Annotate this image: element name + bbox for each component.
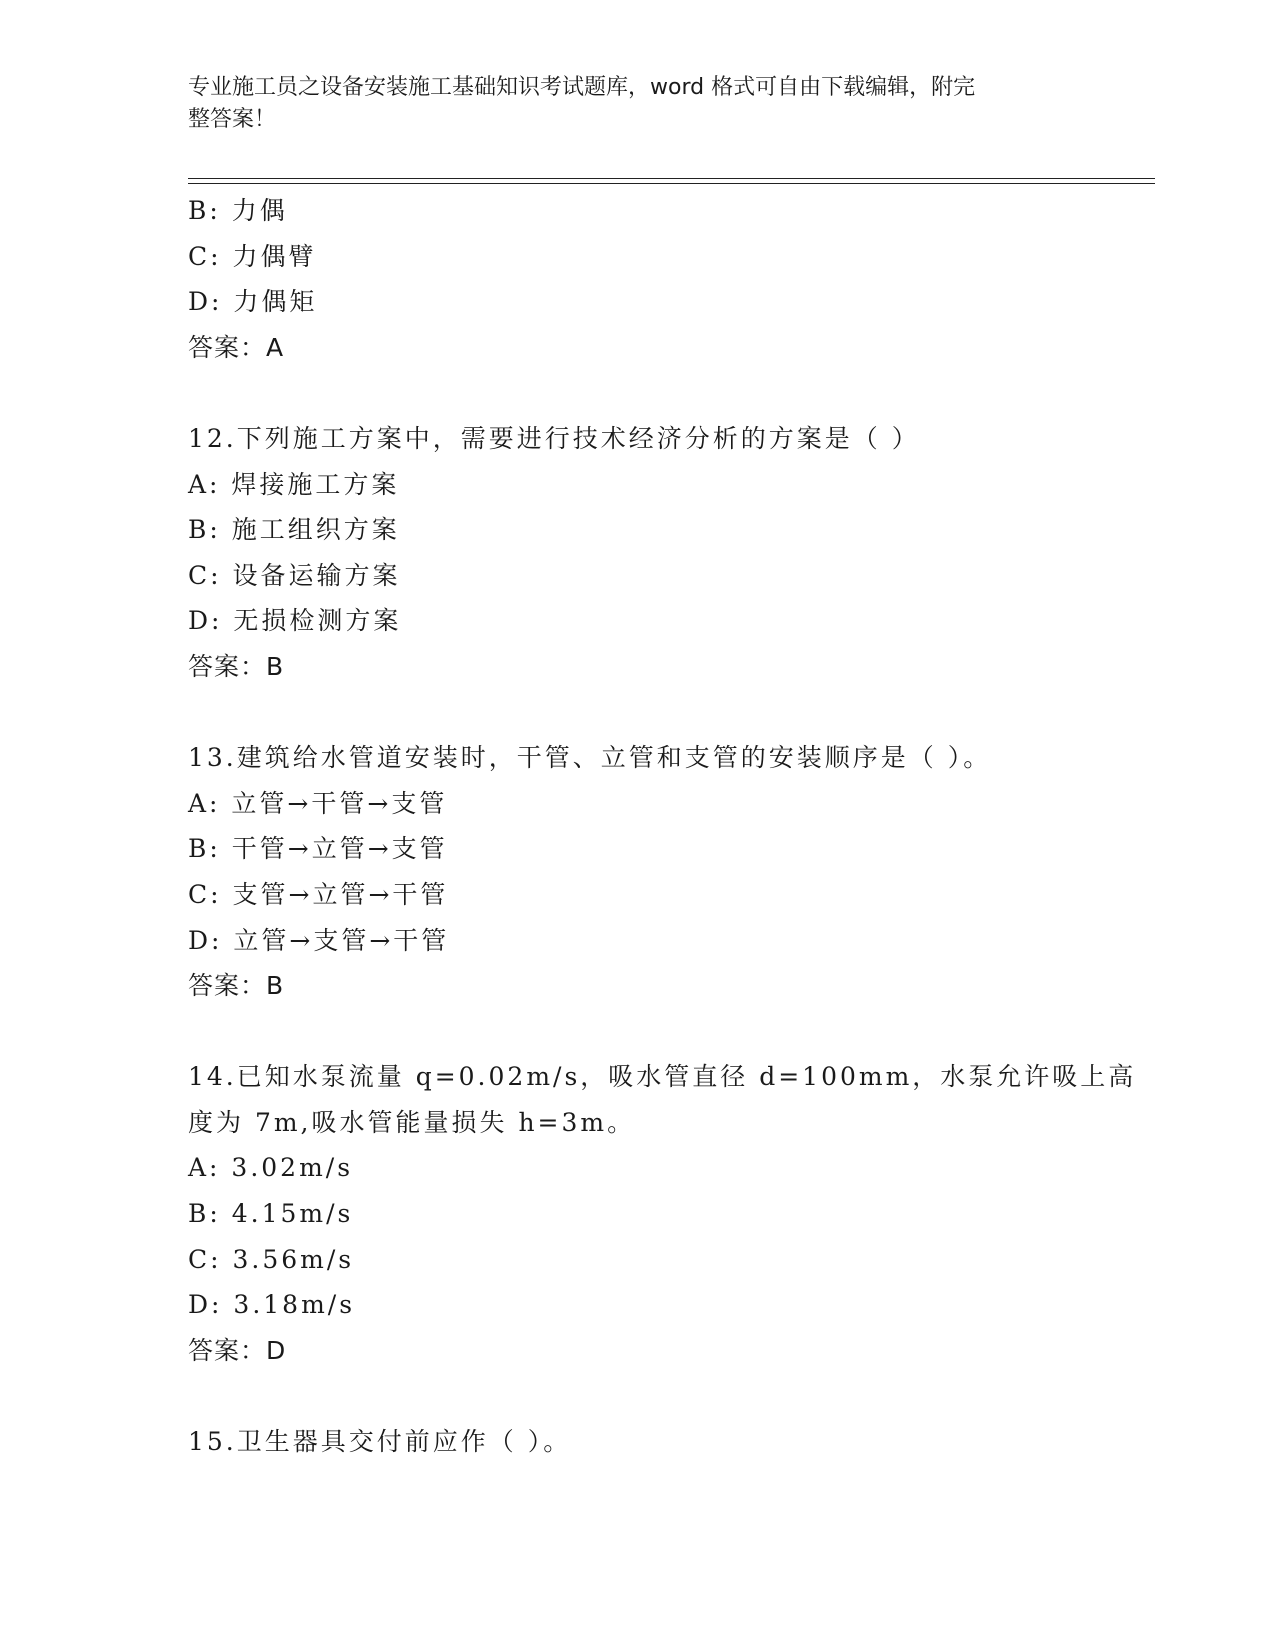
option-c: C: 3.56m/s <box>188 1244 355 1274</box>
answer-line: 答案：A <box>188 332 285 362</box>
option-d: D: 立管→支管→干管 <box>188 925 450 955</box>
question-stem: 13.建筑给水管道安装时，干管、立管和支管的安装顺序是（ ）。 <box>188 743 992 773</box>
option-a: A: 焊接施工方案 <box>188 469 400 499</box>
header-line-2: 整答案！ <box>188 107 277 132</box>
question-13 <box>188 735 1088 1009</box>
question-11-continued <box>188 188 1088 370</box>
answer-line: 答案：B <box>188 651 285 681</box>
question-stem: 12.下列施工方案中，需要进行技术经济分析的方案是（ ） <box>188 423 920 453</box>
question-stem: 15.卫生器具交付前应作（ ）。 <box>188 1427 572 1457</box>
question-stem: 14.已知水泵流量 q=0.02m/s，吸水管直径 d=100mm，水泵允许吸上高 <box>188 1062 1137 1092</box>
header-divider <box>188 178 1155 184</box>
option-b: B: 力偶 <box>188 196 288 225</box>
option-b: B: 施工组织方案 <box>188 515 400 545</box>
header-line-1: 专业施工员之设备安装施工基础知识考试题库，word 格式可自由下载编辑，附完 <box>188 75 976 100</box>
option-b: B: 4.15m/s <box>188 1199 354 1229</box>
spacer <box>188 370 1088 416</box>
option-c: C: 支管→立管→干管 <box>188 879 449 909</box>
document-header <box>188 72 1068 136</box>
question-stem-continued: 度为 7m,吸水管能量损失 h=3m。 <box>188 1107 636 1137</box>
option-b: B: 干管→立管→支管 <box>188 834 448 864</box>
document-body <box>188 188 1137 1465</box>
spacer <box>188 1009 1088 1055</box>
question-15 <box>188 1419 1088 1465</box>
option-c: C: 设备运输方案 <box>188 560 401 590</box>
option-d: D: 3.18m/s <box>188 1290 356 1320</box>
question-14 <box>188 1054 1137 1373</box>
option-a: A: 3.02m/s <box>188 1153 354 1183</box>
spacer <box>188 690 1088 736</box>
spacer <box>188 1373 1088 1419</box>
answer-line: 答案：B <box>188 971 285 1001</box>
option-a: A: 立管→干管→支管 <box>188 788 448 818</box>
answer-line: 答案：D <box>188 1335 287 1365</box>
option-c: C: 力偶臂 <box>188 241 317 271</box>
option-d: D: 力偶矩 <box>188 287 318 317</box>
option-d: D: 无损检测方案 <box>188 606 402 636</box>
question-12 <box>188 416 1088 690</box>
